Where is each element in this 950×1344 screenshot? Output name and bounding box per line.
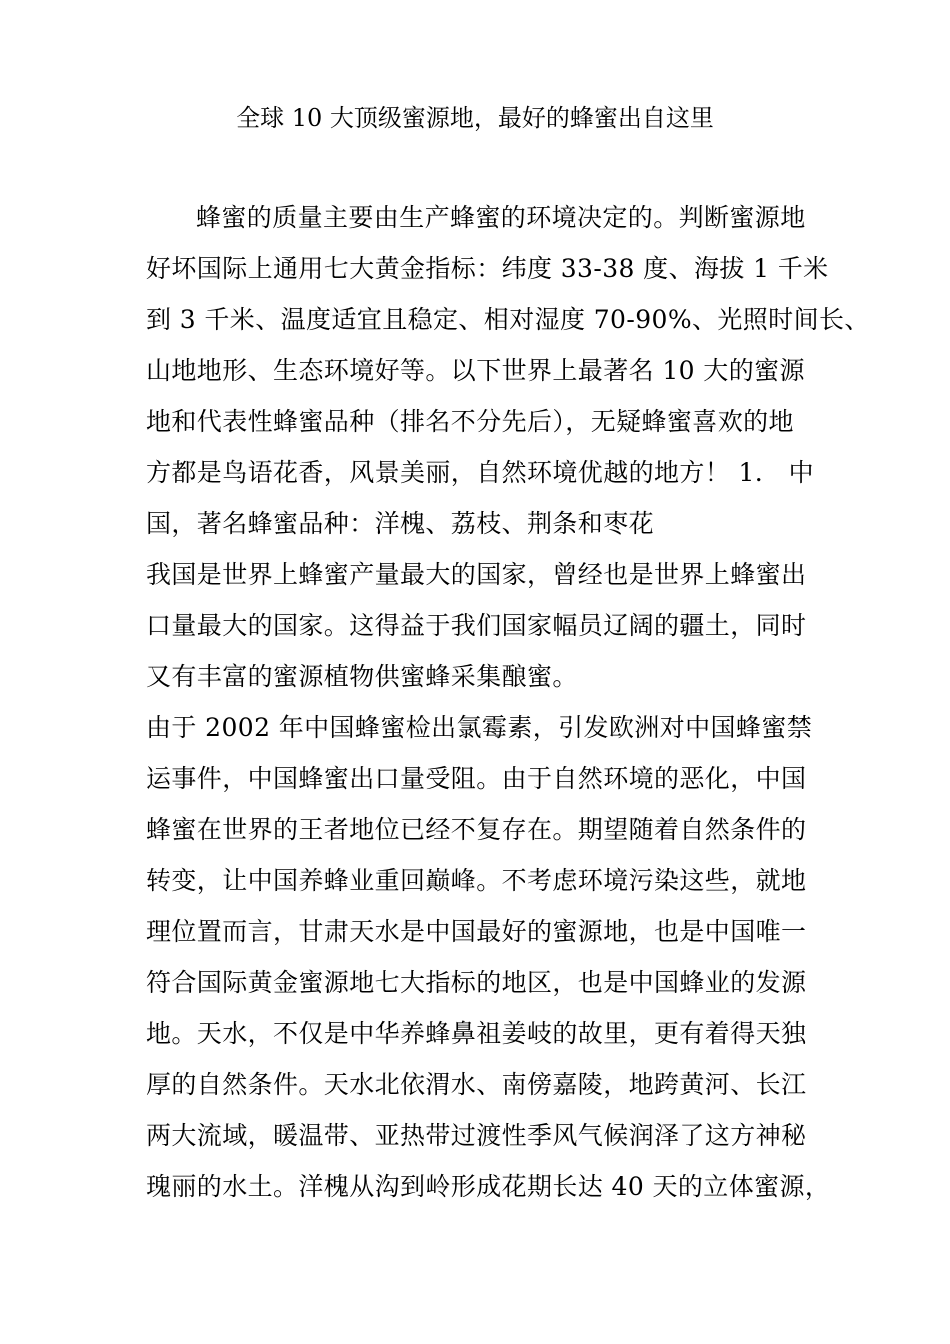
paragraph-line: 转变，让中国养蜂业重回巅峰。不考虑环境污染这些，就地	[146, 866, 807, 895]
document-body	[146, 192, 870, 1212]
paragraph-line: 山地地形、生态环境好等。以下世界上最著名 10 大的蜜源	[146, 356, 805, 385]
paragraph-line: 方都是鸟语花香，风景美丽，自然环境优越的地方！ 1． 中	[146, 458, 815, 487]
paragraph-line: 到 3 千米、温度适宜且稳定、相对湿度 70-90%、光照时间长、	[146, 305, 870, 334]
paragraph-line: 瑰丽的水土。洋槐从沟到岭形成花期长达 40 天的立体蜜源，	[146, 1172, 831, 1201]
paragraph-line: 厚的自然条件。天水北依渭水、南傍嘉陵，地跨黄河、长江	[146, 1070, 807, 1099]
paragraph-line: 地。天水，不仅是中华养蜂鼻祖姜岐的故里，更有着得天独	[146, 1019, 807, 1048]
paragraph-line: 运事件，中国蜂蜜出口量受阻。由于自然环境的恶化，中国	[146, 764, 807, 793]
paragraph-line: 好坏国际上通用七大黄金指标：纬度 33-38 度、海拔 1 千米	[146, 254, 829, 283]
paragraph-line: 国，著名蜂蜜品种：洋槐、荔枝、荆条和枣花	[146, 509, 655, 538]
paragraph-line: 理位置而言，甘肃天水是中国最好的蜜源地，也是中国唯一	[146, 917, 807, 946]
document-title: 全球 10 大顶级蜜源地，最好的蜂蜜出自这里	[236, 104, 714, 132]
paragraph-line: 口量最大的国家。这得益于我们国家幅员辽阔的疆土，同时	[146, 611, 807, 640]
paragraph-line: 又有丰富的蜜源植物供蜜蜂采集酿蜜。	[146, 662, 578, 691]
paragraph-line: 蜂蜜的质量主要由生产蜂蜜的环境决定的。判断蜜源地	[196, 203, 806, 232]
paragraph-line: 符合国际黄金蜜源地七大指标的地区，也是中国蜂业的发源	[146, 968, 807, 997]
paragraph-line: 蜂蜜在世界的王者地位已经不复存在。期望随着自然条件的	[146, 815, 807, 844]
paragraph-line: 由于 2002 年中国蜂蜜检出氯霉素，引发欧洲对中国蜂蜜禁	[146, 713, 813, 742]
paragraph-line: 两大流域，暖温带、亚热带过渡性季风气候润泽了这方神秘	[146, 1121, 807, 1150]
paragraph-line: 地和代表性蜂蜜品种（排名不分先后），无疑蜂蜜喜欢的地	[146, 407, 794, 436]
paragraph-line: 我国是世界上蜂蜜产量最大的国家，曾经也是世界上蜂蜜出	[146, 560, 807, 589]
